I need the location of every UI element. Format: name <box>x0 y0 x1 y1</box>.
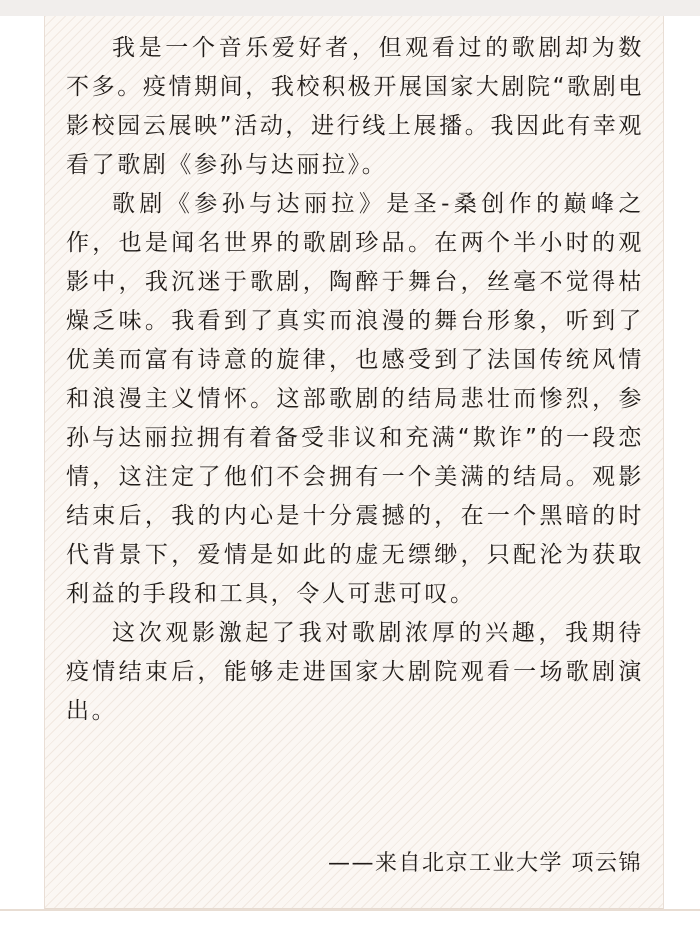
signature: ——来自北京工业大学 项云锦 <box>328 851 642 876</box>
paragraph-1: 我是一个音乐爱好者，但观看过的歌剧却为数不多。疫情期间，我校积极开展国家大剧院“歌剧电影校园云展映”活动，进行线上展播。我因此有幸观看了歌剧《参孙与达丽拉》。 <box>66 35 644 178</box>
letter-body <box>66 29 644 731</box>
paragraph-2: 歌剧《参孙与达丽拉》是圣-桑创作的巅峰之作，也是闻名世界的歌剧珍品。在两个半小时的观影中，我沉迷于歌剧，陶醉于舞台，丝毫不觉得枯燥乏味。我看到了真实而浪漫的舞台形象，听到了优美而富有诗意的旋律，也感受到了法国传统风情和浪漫主义情怀。这部歌剧的结局悲壮而惨烈，参孙与达丽拉拥有着备受非议和充满“欺诈”的一段恋情，这注定了他们不会拥有一个美满的结局。观影结束后，我的内心是十分震撼的，在一个黑暗的时代背景下，爱情是如此的虚无缥缈，只配沦为获取利益的手段和工具，令人可悲可叹。 <box>66 191 644 607</box>
paragraph-3: 这次观影激起了我对歌剧浓厚的兴趣，我期待疫情结束后，能够走进国家大剧院观看一场歌剧演出。 <box>66 620 644 724</box>
bottom-divider <box>0 909 700 911</box>
top-band <box>0 0 700 16</box>
